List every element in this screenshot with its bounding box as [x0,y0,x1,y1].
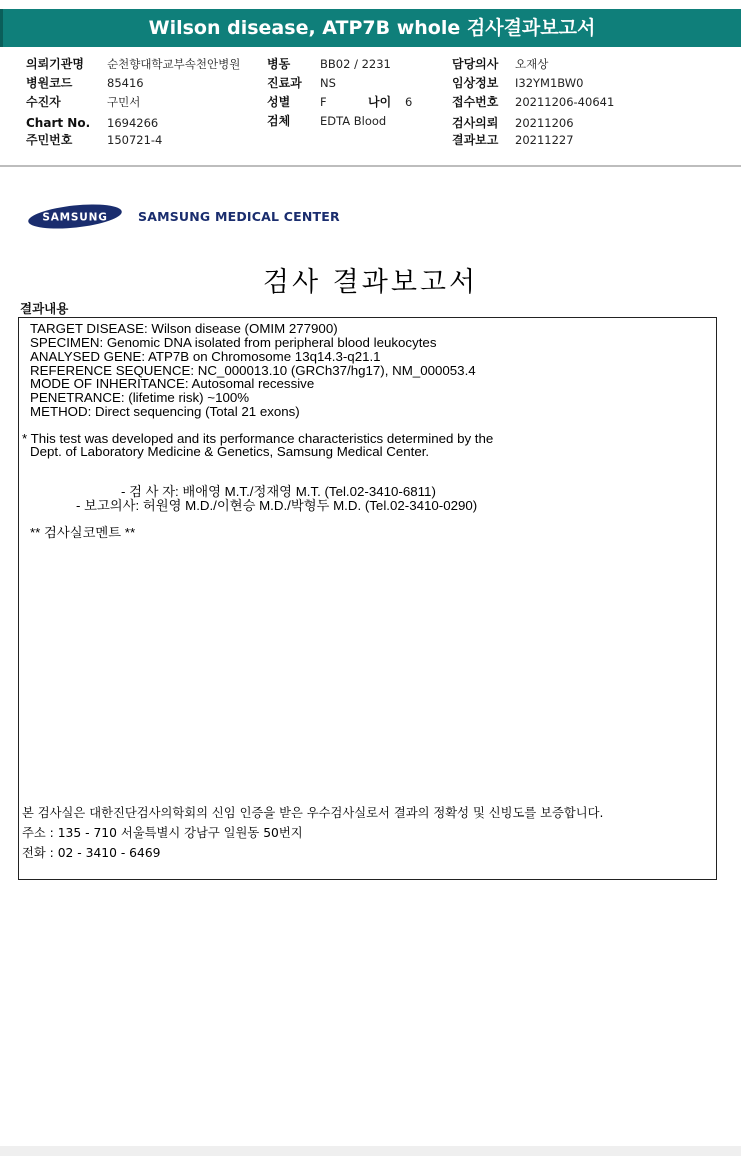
report-title: 검사 결과보고서 [262,267,479,298]
result-line-reference: REFERENCE SEQUENCE: NC_000013.10 (GRCh37/hg17), NM_000053.4 [30,363,476,378]
clinical-info-label: 임상정보 [452,76,499,90]
samsung-logo-text: SAMSUNG [42,211,108,224]
bottom-strip [0,1146,741,1156]
report-date-value: 20211227 [515,133,574,147]
ward-label: 병동 [267,57,291,71]
resident-no-value: 150721-4 [107,133,163,147]
result-line-penetrance: PENETRANCE: (lifetime risk) ~100% [30,390,250,405]
doctor-value: 오재상 [515,57,549,71]
disclaimer-line-1: * This test was developed and its performance characteristics determined by the [22,431,494,446]
institution-value: 순천향대학교부속천안병원 [107,57,241,71]
lab-phone: 전화 : 02 - 3410 - 6469 [22,846,161,860]
result-line-method: METHOD: Direct sequencing (Total 21 exons) [30,404,300,419]
lab-address: 주소 : 135 - 710 서울특별시 강남구 일원동 50번지 [22,826,303,840]
chart-no-label: Chart No. [26,116,91,130]
specimen-label: 검체 [267,114,291,128]
doctor-label: 담당의사 [452,57,499,71]
result-line-specimen: SPECIMEN: Genomic DNA isolated from peripheral blood leukocytes [30,335,437,350]
patient-info-panel [0,48,741,167]
department-label: 진료과 [267,76,302,90]
institution-label: 의뢰기관명 [26,57,84,71]
department-value: NS [320,76,336,90]
hospital-code-value: 85416 [107,76,144,90]
sex-value: F [320,95,327,109]
recipient-value: 구민서 [107,95,141,109]
receipt-no-value: 20211206-40641 [515,95,615,109]
request-date-value: 20211206 [515,116,574,130]
result-line-gene: ANALYSED GENE: ATP7B on Chromosome 13q14.3-q21.1 [30,349,381,364]
tester-line: - 검 사 자: 배애영 M.T./정재영 M.T. (Tel.02-3410-6811) [121,484,436,499]
report-header-title: Wilson disease, ATP7B whole 검사결과보고서 [0,9,741,47]
request-date-label: 검사의뢰 [452,116,499,130]
samsung-logo-ellipse [26,204,126,230]
ward-value: BB02 / 2231 [320,57,391,71]
certification-statement: 본 검사실은 대한진단검사의학회의 신임 인증을 받은 우수검사실로서 결과의 정확성 및 신빙도를 보증합니다. [22,806,604,820]
disclaimer-line-2: Dept. of Laboratory Medicine & Genetics, Samsung Medical Center. [30,444,430,459]
age-label: 나이 [368,95,392,109]
hospital-code-label: 병원코드 [26,76,73,90]
specimen-value: EDTA Blood [320,114,387,128]
resident-no-label: 주민번호 [26,133,73,147]
clinical-info-value: I32YM1BW0 [515,76,584,90]
results-section-label: 결과내용 [20,301,69,316]
reporter-line: - 보고의사: 허원영 M.D./이현승 M.D./박형두 M.D. (Tel.02-3410-0290) [76,498,478,513]
report-date-label: 결과보고 [452,133,499,147]
result-line-inheritance: MODE OF INHERITANCE: Autosomal recessive [30,376,315,391]
results-box [18,317,717,880]
receipt-no-label: 접수번호 [452,95,499,109]
medical-center-name: SAMSUNG MEDICAL CENTER [138,209,340,224]
result-line-target: TARGET DISEASE: Wilson disease (OMIM 277900) [30,321,338,336]
chart-no-value: 1694266 [107,116,159,130]
recipient-label: 수진자 [26,95,61,109]
age-value: 6 [405,95,413,109]
lab-comment-label: ** 검사실코멘트 ** [30,525,136,540]
sex-label: 성별 [267,95,291,109]
